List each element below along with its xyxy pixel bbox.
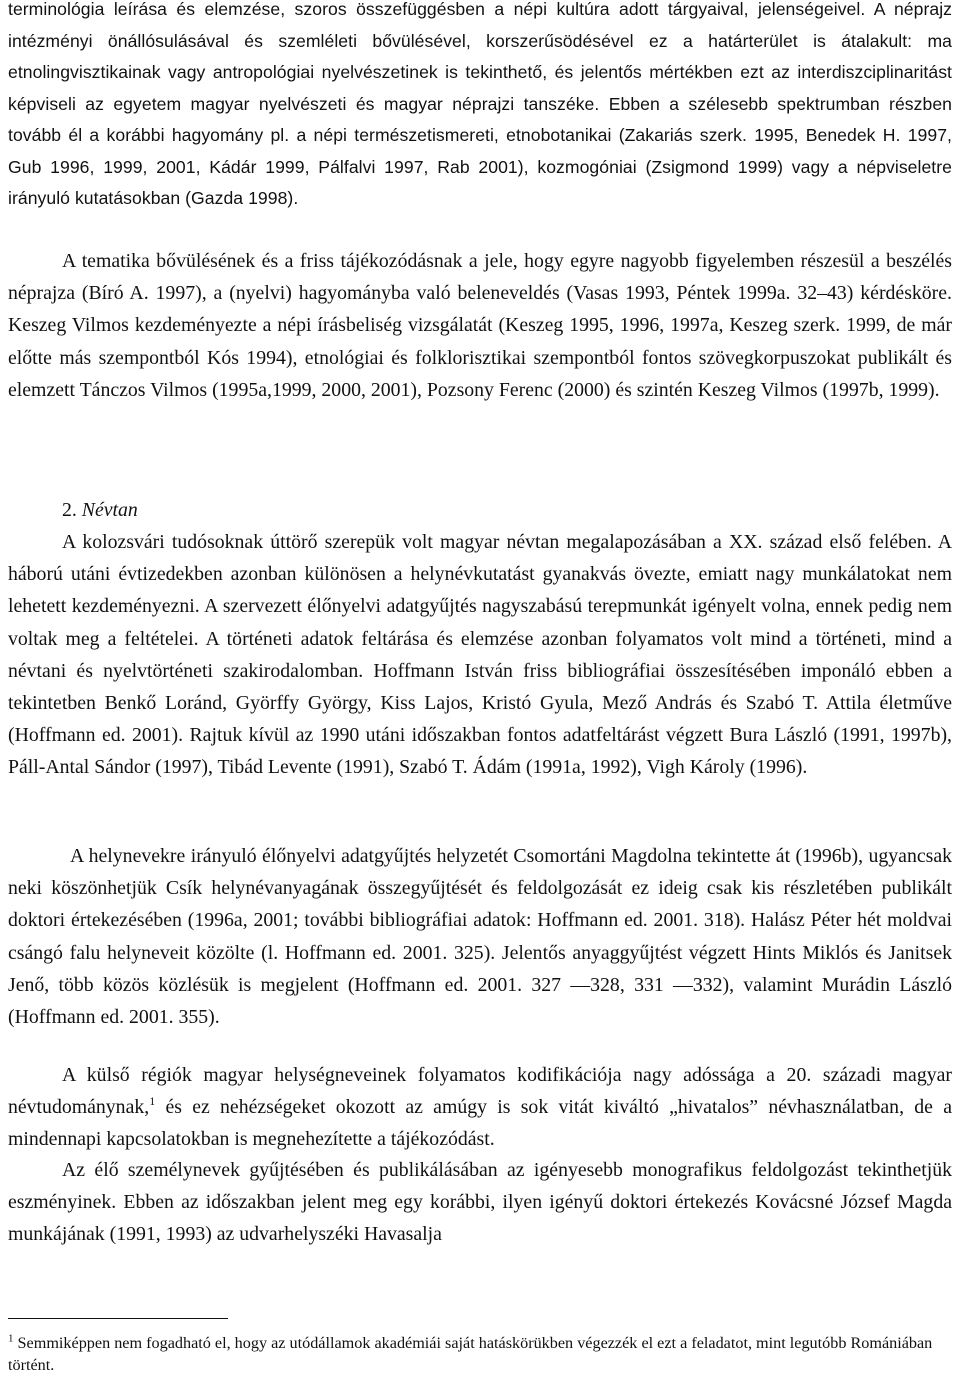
footnote-marker: 1: [8, 1332, 14, 1345]
footnote: [8, 1332, 952, 1376]
paragraph-onomastics-history: A kolozsvári tudósoknak úttörő szerepük volt magyar névtan megalapozásában a XX. század első felében. A háború utáni évtizedekben azonban különösen a helynévkutatást gyanakvás övezte, emiatt nagy munkálatokat nem lehetett kezdeményezni. A szervezett élőnyelvi adatgyűjtés nagyszabású terepmunkát igényelt volna, ennek pedig nem voltak meg a feltételei. A történeti adatok feltárása és elemzése azonban folyamatos volt mind a történeti, mind a névtani és nyelvtörténeti szakirodalomban. Hoffmann István friss bibliográfiai összesítésében imponáló ebben a tekintetben Benkő Loránd, Györffy György, Kiss Lajos, Kristó Gyula, Mező András és Szabó T. Attila életműve (Hoffmann ed. 2001). Rajtuk kívül az 1990 utáni időszakban fontos adatfeltárást végzett Bura László (1991, 1997b), Páll-Antal Sándor (1997), Tibád Levente (1991), Szabó T. Ádám (1991a, 1992), Vigh Károly (1996).: [8, 531, 952, 779]
paragraph-text: A külső régiók magyar helységneveinek folyamatos kodifikációja nagy adóssága a 20. századi magyar névtudománynak,: [8, 1064, 952, 1119]
paragraph-place-name-collection: A helynevekre irányuló élőnyelvi adatgyűjtés helyzetét Csomortáni Magdolna tekintette át (1996b), ugyancsak neki köszönhetjük Csík helynévanyagának összegyűjtését és feldolgozását ez ideig csak kis részletében publikált doktori értekezésében (1996a, 2001; további bibliográfiai adatok: Hoffmann ed. 2001. 318). Halász Péter hét moldvai csángó falu helyneveit közölte (l. Hoffmann ed. 2001. 325). Jelentős anyaggyűjtést végzett Hints Miklós és Janitsek Jenő, több közös közlésük is megjelent (Hoffmann ed. 2001. 327 —328, 331 —332), valamint Murádin László (Hoffmann ed. 2001. 355).: [8, 845, 952, 1029]
footnote-divider: [8, 1318, 228, 1319]
paragraph-personal-names: Az élő személynevek gyűjtésében és publikálásában az igényesebb monografikus feldolgozást tekinthetjük eszményinek. Ebben az időszakban jelent meg egy korábbi, ilyen igényű doktori értekezés Kovácsné József Magda munkájának (1991, 1993) az udvarhelyszéki Havasalja: [8, 1159, 952, 1246]
section-heading: [62, 494, 138, 526]
section-title: Névtan: [81, 499, 138, 521]
footnote-text: Semmiképpen nem fogadható el, hogy az utódállamok akadémiái saját hatáskörükben végezzék el ezt a feladatot, mint legutóbb Romániában történt.: [8, 1334, 933, 1374]
paragraph-text: és ez nehézségeket okozott az amúgy is sok vitát kiváltó „hivatalos” névhasználatban, de a mindennapi kapcsolatokban is megnehezítette a tájékozódást.: [8, 1096, 952, 1151]
section-number: 2.: [62, 499, 77, 521]
footnote-reference[interactable]: 1: [149, 1093, 156, 1108]
paragraph-thematic-expansion: A tematika bővülésének és a friss tájékozódásnak a jele, hogy egyre nagyobb figyelemben részesül a beszélés néprajza (Bíró A. 1997), a (nyelvi) hagyományba való beleneveldés (Vasas 1993, Péntek 1999a. 32–43) kérdésköre. Keszeg Vilmos kezdeményezte a népi írásbeliség vizsgálatát (Keszeg 1995, 1996, 1997a, Keszeg szerk. 1999, de már előtte más szempontból Kós 1994), etnológiai és folklorisztikai szempontból fontos szövegkorpuszokat publikált és elemzett Tánczos Vilmos (1995a,1999, 2000, 2001), Pozsony Ferenc (2000) és szintén Keszeg Vilmos (1997b, 1999).: [8, 250, 952, 401]
paragraph-place-name-codification: [8, 1059, 952, 1156]
paragraph-ethnolinguistics: terminológia leírása és elemzése, szoros összefüggésben a népi kultúra adott tárgyaival, jelenségeivel. A néprajz intézményi önállósulásával és szemléleti bővülésével, korszerűsödésével ez a határterület is átalakult: ma etnolingvisztikainak vagy antropológiai nyelvészetinek is tekinthető, és jelentős mértékben ezt az interdiszciplinaritást képviseli az egyetem magyar nyelvészeti és magyar néprajzi tanszéke. Ebben a szélesebb spektrumban részben tovább él a korábbi hagyomány pl. a népi természetismereti, etnobotanikai (Zakariás szerk. 1995, Benedek H. 1997, Gub 1996, 1999, 2001, Kádár 1999, Pálfalvi 1997, Rab 2001), kozmogóniai (Zsigmond 1999) vagy a népviseletre irányuló kutatásokban (Gazda 1998).: [8, 0, 952, 208]
